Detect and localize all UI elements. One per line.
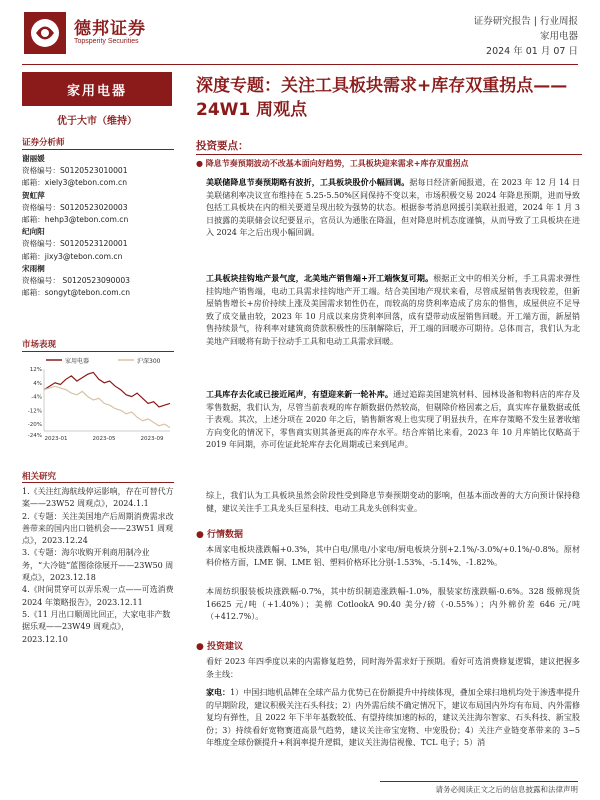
paragraph-lead: 工具库存去化或已接近尾声，有望迎来新一轮补库。 bbox=[206, 389, 394, 399]
report-type: 证券研究报告 | 行业周报 bbox=[473, 16, 578, 27]
legend-label: 沪深300 bbox=[137, 358, 161, 365]
key-point-bullet bbox=[196, 158, 582, 169]
industry-name: 家用电器 bbox=[539, 31, 578, 42]
refs-section-title: 相关研究 bbox=[22, 472, 57, 482]
analyst-cert: 资格编号： S0120523090003 bbox=[22, 276, 131, 286]
analyst-entry bbox=[22, 263, 174, 300]
analyst-name: 宋雨桐 bbox=[22, 263, 45, 273]
refs-divider bbox=[22, 482, 174, 483]
investment-highlights-divider bbox=[196, 154, 582, 155]
related-research-list bbox=[22, 486, 174, 646]
y-tick-label: -20% bbox=[27, 422, 42, 429]
analyst-email[interactable]: 邮箱：songyt@tebon.com.cn bbox=[22, 288, 131, 298]
logo-english-text: Topsperity Securities bbox=[74, 38, 139, 45]
analyst-entry bbox=[22, 190, 174, 227]
analyst-cert: 资格编号：S0120523120001 bbox=[22, 239, 128, 249]
analyst-entry bbox=[22, 226, 174, 263]
paragraph-body: 通过追踪美国建筑材料、园林设备和物料店的库存及零售数据，我们认为，尽管当前表观的库存额数据仍然较高，但剔除价格因素之后，真实库存量数据或低于表观。其次，上述分项在 2020 年之后，销售额客观上也实现了明显扶升，在库存策略不发生显著收缩方向变化的情况下，零售商实则其备更高的库存水平。结合库销比来看，2023 年 10 月库销比仅略高于 2019 年同期，亦可佐证此轮库存去化周期或已来到尾声。 bbox=[206, 390, 581, 450]
logo-text: 德邦证券 bbox=[74, 19, 146, 39]
paragraph-inventory bbox=[206, 388, 580, 452]
footer-divider bbox=[380, 781, 578, 782]
market-performance-chart bbox=[22, 355, 174, 445]
rating-label: 优于大市（维持） bbox=[57, 116, 137, 127]
report-date: 2024 年 01 月 07 日 bbox=[486, 46, 578, 57]
investment-advice-heading bbox=[196, 639, 243, 652]
paragraph-appliance-data: 本周家电板块涨跌幅+0.3%，其中白电/黑电/小家电/厨电板块分别+2.1%/-3.0%/+0.1%/-0.8%。原材料价格方面，LME 铜、LME 铝、塑料价格环比分别-1.53%、-5.14%、-1.82%。 bbox=[206, 545, 580, 567]
x-tick-label: 2023-09 bbox=[140, 436, 164, 442]
paragraph-lead: 家电： bbox=[206, 687, 231, 697]
report-title: 深度专题：关注工具板块需求+库存双重拐点——24W1 周观点 bbox=[196, 76, 568, 120]
bullet-icon: ● bbox=[196, 642, 207, 652]
related-research-item[interactable]: 4.《时间贯穿可以弄乐观一点——可选消费 2024 年策略报告》，2023.12.11 bbox=[22, 585, 174, 607]
y-tick-label: 4% bbox=[33, 380, 42, 387]
y-tick-label: -24% bbox=[27, 433, 42, 439]
analyst-name: 谢丽媛 bbox=[22, 154, 45, 163]
analyst-name: 纪向阳 bbox=[22, 227, 45, 237]
market-data-heading bbox=[196, 527, 243, 540]
investment-highlights-title: 投资要点： bbox=[196, 140, 249, 152]
x-tick-label: 2023-05 bbox=[92, 436, 116, 442]
analyst-email[interactable]: 邮箱：xiely3@tebon.com.cn bbox=[22, 178, 128, 188]
analyst-cert: 资格编号：S0120523020003 bbox=[22, 202, 128, 212]
market-section-title: 市场表现 bbox=[22, 340, 57, 350]
y-tick-label: -4% bbox=[31, 394, 42, 401]
analyst-cert: 资格编号：S0120523010001 bbox=[22, 166, 128, 176]
paragraph-rate-cut bbox=[206, 176, 580, 240]
x-tick-label: 2023-01 bbox=[44, 436, 68, 442]
bullet-icon: ● bbox=[196, 530, 207, 540]
sidebar-industry-banner: 家用电器 bbox=[22, 72, 172, 106]
analysts-divider bbox=[22, 149, 174, 150]
paragraph-lead: 美联储降息节奏预期略有波折，工具板块股价小幅回调。 bbox=[206, 177, 410, 187]
analyst-list bbox=[22, 153, 174, 299]
paragraph-body: 据每日经济新闻报道，在 2023 年 12 月 14 日美联储利率决议宣布维持在 5.25-5.50%区间保持不变以来，市场积极交易 2024 年降息预期，进而导致包括工具板块在内的相关要道呈现出较为强势的状态。根据参考消息网援引美联社报道，2024 年 1 月 3 日披露的美联储会议纪要显示，官员认为通胀在降温，但对降息时机态度谨慎，从而导致了工具板块在进入 2024 年之后出现小幅回调。 bbox=[206, 178, 580, 238]
analyst-email[interactable]: 邮箱：jixy3@tebon.com.cn bbox=[22, 251, 123, 261]
header-meta bbox=[474, 14, 578, 59]
paragraph-advice-intro: 看好 2023 年四季度以来的内需修复趋势，同时海外需求好于预期。看好可选消费修复逻辑，建议把握多条主线： bbox=[206, 657, 580, 679]
legend-label: 家用电器 bbox=[65, 358, 90, 365]
analyst-email[interactable]: 邮箱：hehp3@tebon.com.cn bbox=[22, 215, 129, 225]
paragraph-real-estate bbox=[206, 272, 580, 349]
series-line bbox=[44, 386, 170, 427]
paragraph-body: 1）中国扫地机品牌在全球产品力优势已在份额提升中持续体现，叠加全球扫地机均处于渗透率提升的早期阶段，建议积极关注石头科技；2）内外需后续不确定情况下，建议布局国内外均有布局、内外需修复均有弹性，且 2022 年下半年基数较低、有望持续加速的标的，建议关注海尔智家、石头科技、新宝股份；3）持续看好宽物赛道高景气趋势，建议关注帝宝宠物、中宠股份；4）关注产业链变革带来的 3~5 年维度全球份额提升+利润率提升逻辑，建议关注海信视像、TCL 电子；5）消 bbox=[206, 688, 580, 748]
analysts-section-title: 证券分析师 bbox=[22, 138, 65, 148]
key-point-text: 降息节奏预期波动不改基本面向好趋势，工具板块迎来需求+库存双重拐点 bbox=[205, 159, 469, 168]
market-divider bbox=[22, 351, 174, 352]
related-research-item[interactable]: 3.《专题：海尔收购开利商用制冷业务，“大冷链”蓝图徐徐展开——23W50 周观点》，2023.12.18 bbox=[22, 548, 174, 583]
paragraph-summary: 综上，我们认为工具板块虽然会阶段性受到降息节奏预期变动的影响，但基本面改善的大方向预计保持稳健，建议关注手工具龙头巨星科技、电动工具龙头创科实业。 bbox=[206, 491, 580, 513]
bullet-icon: ● bbox=[196, 159, 206, 168]
paragraph-lead: 工具板块挂钩地产景气度，北美地产销售端+开工端恢复可期。 bbox=[206, 273, 434, 283]
analyst-name: 贺虹萍 bbox=[22, 190, 45, 200]
related-research-item[interactable]: 2.《专题：关注美国地产后周期消费需求改善带来的国内出口链机会——23W51 周观点》，2023.12.24 bbox=[22, 511, 174, 546]
market-data-heading-text: 行情数据 bbox=[207, 530, 244, 540]
footer-disclaimer: 请务必阅读正文之后的信息披露和法律声明 bbox=[435, 785, 578, 794]
y-tick-label: -12% bbox=[27, 408, 42, 415]
investment-advice-heading-text: 投资建议 bbox=[207, 642, 244, 652]
header-divider bbox=[22, 64, 578, 65]
series-line bbox=[44, 372, 170, 407]
y-tick-label: 12% bbox=[29, 367, 42, 373]
paragraph-appliance-advice bbox=[206, 686, 580, 750]
related-research-item[interactable]: 5.《11 月出口顺周比回正，大家电非产数据乐观——23W49 周观点》，2023.12.10 bbox=[22, 609, 171, 644]
analyst-entry bbox=[22, 153, 174, 190]
logo-icon bbox=[22, 10, 68, 56]
paragraph-body: 根据正文中的相关分析，手工具需求弹性挂钩地产销售端，电动工具需求挂钩地产开工端。结合美国地产现状来看，尽管成屋销售表现较差，但新屋销售增长+房价持续上涨及美国需求韧性仍在，而较高的房贷利率造成了房东的惜售，成屋供应不足导致了成交量由较，2023 年 10 月成以来房贷利率回落，成有望带动成屋销售回暖。开工端方面，新屋销售持续景气，待利率对建筑商贷款积极性的压制解除后，开工端的回暖亦可期待。总体而言，我们认为北美地产回暖将有助于拉动手工具和电动工具需求回暖。 bbox=[206, 274, 581, 346]
related-research-item[interactable]: 1.《关注红海航线停运影响，存在可替代方案——23W52 周观点》，2024.1.1 bbox=[22, 487, 174, 509]
paragraph-textile-data: 本周纺织服装板块涨跌幅-0.7%，其中纺织制造涨跌幅-1.0%，服装家纺涨跌幅-0.6%。328 级棉现货 16625 元/吨（+1.40%）；美棉 CotlookA 90.40 美分/磅（-0.55%）；内外棉价差 646 元/吨（+412.7%）。 bbox=[206, 587, 580, 622]
